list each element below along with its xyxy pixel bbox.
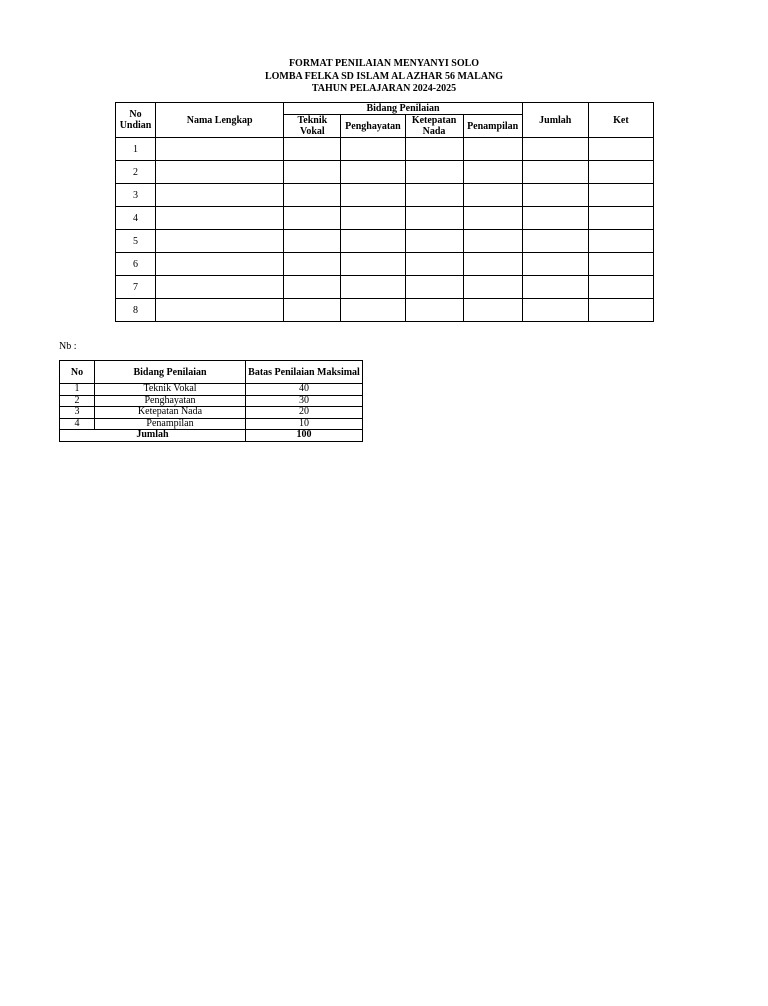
criteria-batas: 40 (246, 384, 363, 396)
cell-teknik-vokal (284, 184, 341, 207)
cell-nama (156, 299, 284, 322)
cell-jumlah (522, 207, 588, 230)
cell-teknik-vokal (284, 253, 341, 276)
table-row (116, 161, 654, 184)
cell-penampilan (463, 207, 522, 230)
document-title (0, 58, 768, 96)
cell-nama (156, 138, 284, 161)
cell-jumlah (522, 161, 588, 184)
criteria-header-batas: Batas Penilaian Maksimal (246, 361, 363, 384)
criteria-bidang: Penampilan (95, 418, 246, 430)
header-teknik-vokal: Teknik Vokal (284, 115, 341, 138)
cell-penampilan (463, 230, 522, 253)
criteria-batas: 10 (246, 418, 363, 430)
cell-teknik-vokal (284, 138, 341, 161)
row-number: 8 (116, 299, 156, 322)
cell-teknik-vokal (284, 207, 341, 230)
cell-penghayatan (341, 184, 405, 207)
criteria-bidang: Penghayatan (95, 395, 246, 407)
row-number: 4 (116, 207, 156, 230)
cell-teknik-vokal (284, 276, 341, 299)
title-line-2: LOMBA FELKA SD ISLAM AL AZHAR 56 MALANG (264, 70, 504, 82)
cell-penghayatan (341, 230, 405, 253)
title-line-3: TAHUN PELAJARAN 2024-2025 (311, 83, 457, 94)
cell-ket (588, 230, 653, 253)
cell-penghayatan (341, 138, 405, 161)
cell-ketepatan-nada (405, 299, 463, 322)
cell-ket (588, 207, 653, 230)
cell-penghayatan (341, 161, 405, 184)
cell-nama (156, 230, 284, 253)
cell-ket (588, 138, 653, 161)
criteria-no: 3 (60, 407, 95, 419)
cell-jumlah (522, 184, 588, 207)
criteria-table (59, 360, 363, 442)
cell-teknik-vokal (284, 161, 341, 184)
cell-nama (156, 161, 284, 184)
header-jumlah: Jumlah (522, 103, 588, 138)
criteria-no: 4 (60, 418, 95, 430)
table-row (116, 299, 654, 322)
criteria-header-no: No (60, 361, 95, 384)
cell-ketepatan-nada (405, 253, 463, 276)
table-row (60, 384, 363, 396)
cell-ketepatan-nada (405, 207, 463, 230)
row-number: 2 (116, 161, 156, 184)
table-row (116, 276, 654, 299)
cell-ketepatan-nada (405, 276, 463, 299)
cell-jumlah (522, 230, 588, 253)
row-number: 3 (116, 184, 156, 207)
cell-penampilan (463, 161, 522, 184)
cell-penghayatan (341, 276, 405, 299)
cell-penampilan (463, 253, 522, 276)
criteria-total-value: 100 (246, 430, 363, 442)
cell-ket (588, 161, 653, 184)
header-ket: Ket (588, 103, 653, 138)
cell-ket (588, 253, 653, 276)
cell-nama (156, 207, 284, 230)
row-number: 6 (116, 253, 156, 276)
cell-teknik-vokal (284, 299, 341, 322)
criteria-total-label: Jumlah (60, 430, 246, 442)
cell-ketepatan-nada (405, 161, 463, 184)
cell-nama (156, 276, 284, 299)
criteria-bidang: Teknik Vokal (95, 384, 246, 396)
title-line-1: FORMAT PENILAIAN MENYANYI SOLO (288, 58, 480, 69)
cell-ketepatan-nada (405, 230, 463, 253)
cell-penghayatan (341, 299, 405, 322)
criteria-no: 1 (60, 384, 95, 396)
header-penampilan: Penampilan (463, 115, 522, 138)
criteria-no: 2 (60, 395, 95, 407)
criteria-batas: 20 (246, 407, 363, 419)
criteria-bidang: Ketepatan Nada (95, 407, 246, 419)
cell-penampilan (463, 299, 522, 322)
header-no-undian: No Undian (116, 103, 156, 138)
table-row (116, 230, 654, 253)
table-row (60, 407, 363, 419)
table-row (60, 395, 363, 407)
row-number: 5 (116, 230, 156, 253)
table-row (116, 253, 654, 276)
header-penghayatan: Penghayatan (341, 115, 405, 138)
header-nama-lengkap: Nama Lengkap (156, 103, 284, 138)
header-bidang-penilaian: Bidang Penilaian (284, 103, 522, 115)
cell-penampilan (463, 276, 522, 299)
cell-nama (156, 184, 284, 207)
cell-penghayatan (341, 207, 405, 230)
cell-ket (588, 299, 653, 322)
cell-jumlah (522, 276, 588, 299)
cell-nama (156, 253, 284, 276)
score-table (115, 102, 654, 322)
cell-ket (588, 276, 653, 299)
header-ketepatan-nada: Ketepatan Nada (405, 115, 463, 138)
criteria-total-row (60, 430, 363, 442)
cell-penampilan (463, 184, 522, 207)
table-row (116, 138, 654, 161)
cell-ketepatan-nada (405, 184, 463, 207)
table-row (60, 418, 363, 430)
cell-ket (588, 184, 653, 207)
nb-label: Nb : (59, 341, 77, 352)
criteria-batas: 30 (246, 395, 363, 407)
cell-jumlah (522, 253, 588, 276)
cell-ketepatan-nada (405, 138, 463, 161)
cell-penampilan (463, 138, 522, 161)
criteria-header-bidang: Bidang Penilaian (95, 361, 246, 384)
cell-penghayatan (341, 253, 405, 276)
cell-jumlah (522, 138, 588, 161)
cell-teknik-vokal (284, 230, 341, 253)
row-number: 1 (116, 138, 156, 161)
table-row (116, 184, 654, 207)
cell-jumlah (522, 299, 588, 322)
row-number: 7 (116, 276, 156, 299)
table-row (116, 207, 654, 230)
